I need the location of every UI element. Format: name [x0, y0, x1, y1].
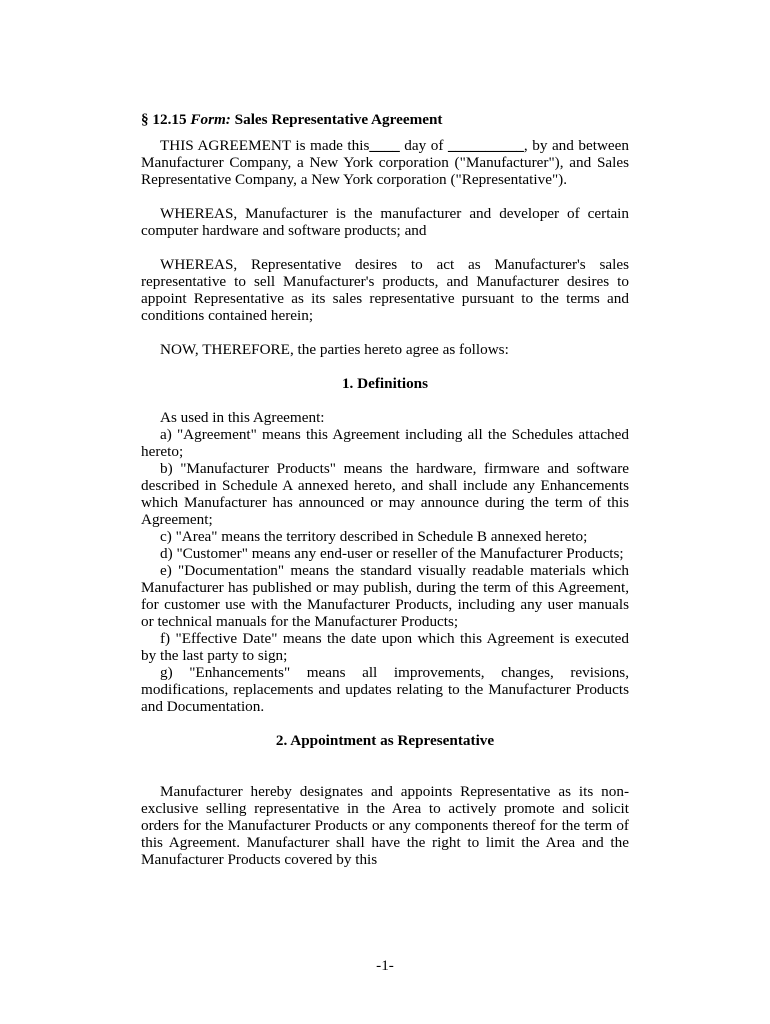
section-heading: [141, 111, 629, 128]
month-blank: __________: [447, 137, 524, 154]
form-label: Form:: [190, 111, 231, 128]
definition-item: b) "Manufacturer Products" means the hardware, firmware and software described in Schedule A annexed hereto, and shall include any Enhancements which Manufacturer has announced or may announce during the term of this Agreement;: [141, 460, 629, 528]
definitions-intro: As used in this Agreement:: [160, 409, 325, 426]
definition-item: g) "Enhancements" means all improvements, changes, revisions, modifications, replacements and updates relating to the Manufacturer Products and Documentation.: [141, 664, 629, 715]
definitions-title: 1. Definitions: [341, 375, 429, 392]
definition-item: e) "Documentation" means the standard visually readable materials which Manufacturer has published or may publish, during the term of this Agreement, for customer use with the Manufacturer Products, including any user manuals or technical manuals for the Manufacturer Products;: [141, 562, 629, 630]
whereas-paragraph-2: WHEREAS, Representative desires to act as Manufacturer's sales representative to sell Manufacturer's products, and Manufacturer desires to appoint Representative as its sales representative pursuant to the terms and conditions contained herein;: [141, 256, 629, 324]
definition-item: c) "Area" means the territory described in Schedule B annexed hereto;: [160, 528, 588, 545]
definition-item: a) "Agreement" means this Agreement including all the Schedules attached hereto;: [141, 426, 629, 460]
definition-item: d) "Customer" means any end-user or reseller of the Manufacturer Products;: [160, 545, 624, 562]
definition-item: f) "Effective Date" means the date upon which this Agreement is executed by the last party to sign;: [141, 630, 629, 664]
intro-paragraph: THIS AGREEMENT is made this____ day of __________, by and between Manufacturer Company, a New York corporation ("Manufacturer"), and Sales Representative Company, a New York corporation ("Representative").: [141, 137, 629, 188]
definitions-list: [141, 409, 629, 715]
section-number: § 12.15: [141, 111, 187, 128]
now-therefore-paragraph: NOW, THEREFORE, the parties hereto agree as follows:: [160, 341, 509, 358]
appointment-paragraph: Manufacturer hereby designates and appoints Representative as its non-exclusive selling representative in the Area to actively promote and solicit orders for the Manufacturer Products or any components thereof for the term of this Agreement. Manufacturer shall have the right to limit the Area and the Manufacturer Products covered by this: [141, 783, 629, 868]
document-body: [141, 111, 629, 868]
agreement-title: Sales Representative Agreement: [234, 111, 443, 128]
appointment-title: 2. Appointment as Representative: [275, 732, 495, 749]
day-blank: ____: [369, 137, 400, 154]
page-number: -1-: [376, 957, 394, 974]
whereas-paragraph-1: WHEREAS, Manufacturer is the manufacturer and developer of certain computer hardware and software products; and: [141, 205, 629, 239]
